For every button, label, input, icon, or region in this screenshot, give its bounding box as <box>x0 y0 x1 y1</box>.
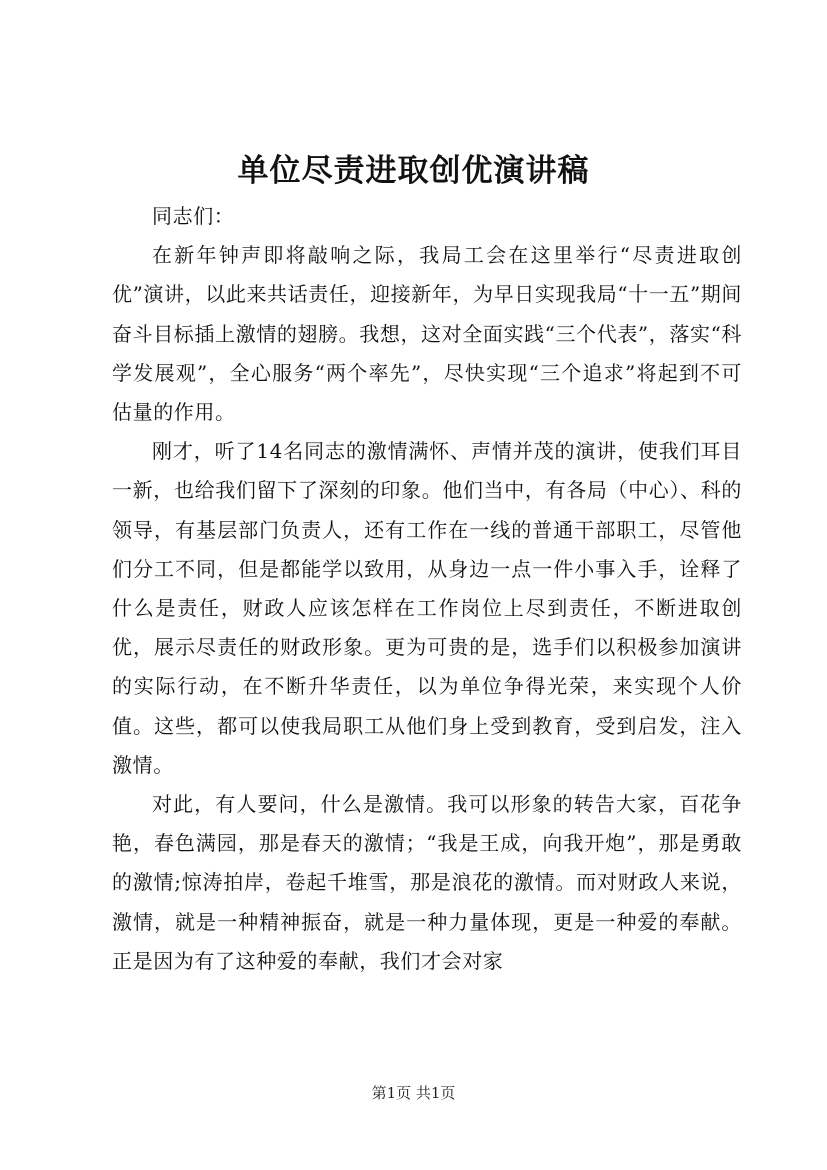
paragraph-1: 在新年钟声即将敲响之际，我局工会在这里举行“尽责进取创优”演讲，以此来共话责任，迎接新年，为早日实现我局“十一五”期间奋斗目标插上激情的翅膀。我想，这对全面实践“三个代表”，落实“科学发展观”，全心服务“两个率先”，尽快实现“三个追求”将起到不可估量的作用。 <box>112 243 742 425</box>
paragraph-3: 对此，有人要问，什么是激情。我可以形象的转告大家，百花争艳，春色满园，那是春天的激情；“我是王成，向我开炮”，那是勇敢的激情;惊涛拍岸，卷起千堆雪，那是浪花的激情。而对财政人来说，激情，就是一种精神振奋，就是一种力量体现，更是一种爱的奉献。正是因为有了这种爱的奉献，我们才会对家 <box>112 792 742 973</box>
paragraph-2: 刚才，听了14名同志的激情满怀、声情并茂的演讲，使我们耳目一新，也给我们留下了深刻的印象。他们当中，有各局（中心）、科的领导，有基层部门负责人，还有工作在一线的普通干部职工，尽管他们分工不同，但是都能学以致用，从身边一点一件小事入手，诠释了什么是责任，财政人应该怎样在工作岗位上尽到责任，不断进取创优，展示尽责任的财政形象。更为可贵的是，选手们以积极参加演讲的实际行动，在不断升华责任，以为单位争得光荣，来实现个人价值。这些，都可以使我局职工从他们身上受到教育，受到启发，注入激情。 <box>112 439 742 777</box>
document-title: 单位尽责进取创优演讲稿 <box>237 153 590 189</box>
page-footer: 第1页 共1页 <box>371 1084 456 1102</box>
document-body <box>112 197 742 981</box>
salutation: 同志们： <box>152 204 235 228</box>
